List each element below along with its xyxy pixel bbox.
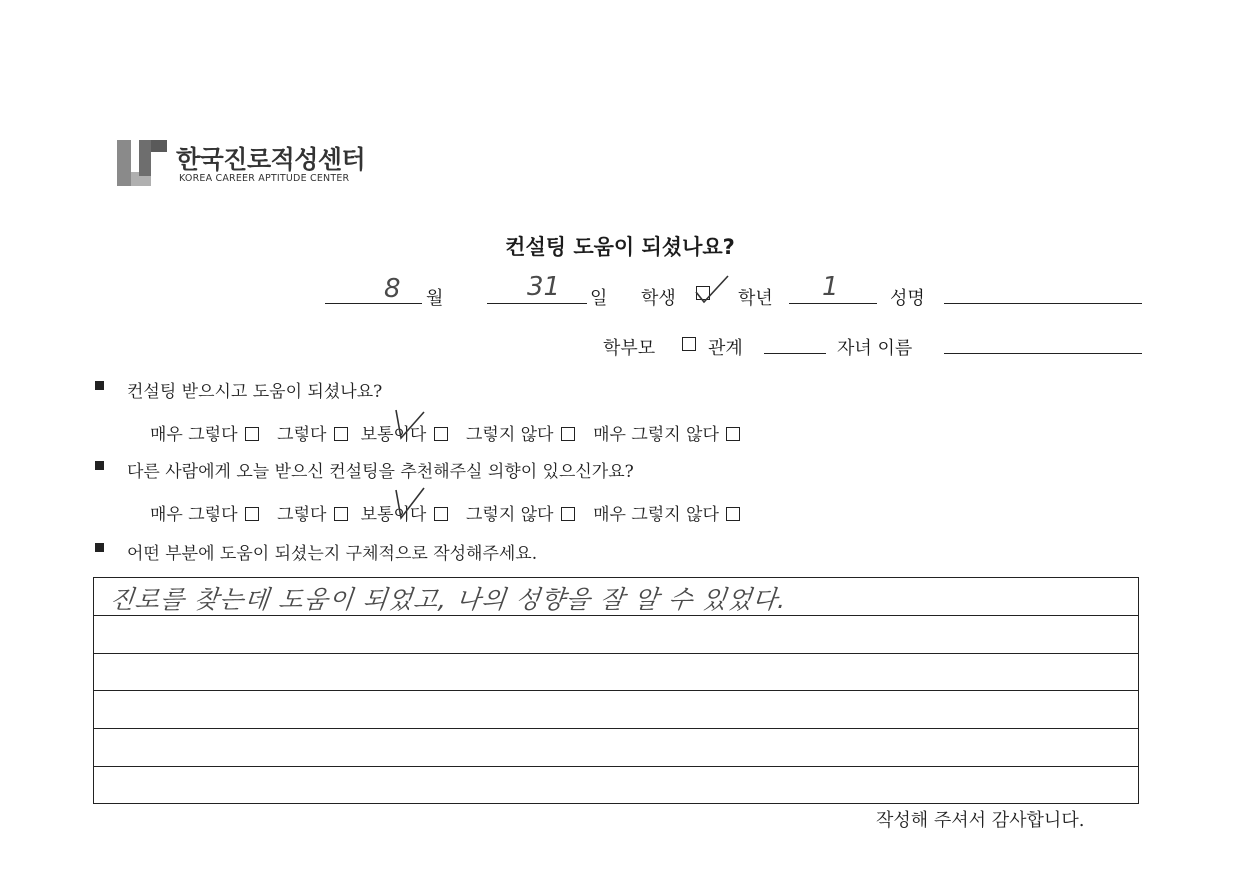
answer-row-line bbox=[94, 728, 1138, 729]
child-name-line[interactable] bbox=[944, 353, 1142, 354]
q2-option-2: 그렇다 bbox=[277, 505, 327, 525]
name-label: 성명 bbox=[890, 288, 925, 309]
center-logo-mark bbox=[117, 140, 167, 186]
handwritten-answer: 진로를 찾는데 도움이 되었고, 나의 성향을 잘 알 수 있었다. bbox=[108, 585, 789, 614]
checkmark-icon bbox=[392, 486, 428, 522]
q1-checkbox-3[interactable] bbox=[434, 427, 448, 441]
q1-checkbox-5[interactable] bbox=[726, 427, 740, 441]
q1-checkbox-2[interactable] bbox=[334, 427, 348, 441]
q1-option-3: 보통이다 bbox=[360, 425, 427, 445]
parent-label: 학부모 bbox=[603, 338, 656, 359]
q2-checkbox-5[interactable] bbox=[726, 507, 740, 521]
q2-option-5: 매우 그렇지 않다 bbox=[593, 505, 719, 525]
parent-checkbox[interactable] bbox=[682, 337, 696, 351]
q2-option-1: 매우 그렇다 bbox=[150, 505, 238, 525]
q1-option-2: 그렇다 bbox=[277, 425, 327, 445]
day-label: 일 bbox=[590, 288, 608, 309]
q1-option-4: 그렇지 않다 bbox=[465, 425, 554, 445]
q2-checkbox-4[interactable] bbox=[561, 507, 575, 521]
q2-option-4: 그렇지 않다 bbox=[465, 505, 554, 525]
day-value[interactable]: 31 bbox=[527, 272, 561, 302]
answer-row-line bbox=[94, 690, 1138, 691]
answer-row-line bbox=[94, 653, 1138, 654]
footer-thanks: 작성해 주셔서 감사합니다. bbox=[876, 810, 1085, 831]
question-2-options bbox=[150, 500, 742, 525]
q1-checkbox-4[interactable] bbox=[561, 427, 575, 441]
question-1-text: 컨설팅 받으시고 도움이 되셨나요? bbox=[127, 382, 383, 402]
question-1-options bbox=[150, 420, 742, 445]
logo-name-english: KOREA CAREER APTITUDE CENTER bbox=[179, 173, 350, 184]
q2-checkbox-3[interactable] bbox=[434, 507, 448, 521]
relation-line[interactable] bbox=[764, 353, 826, 354]
logo-name-korean: 한국진로적성센터 bbox=[176, 145, 366, 174]
question-3-text: 어떤 부분에 도움이 되셨는지 구체적으로 작성해주세요. bbox=[127, 544, 538, 564]
student-label: 학생 bbox=[641, 288, 676, 309]
bullet-icon bbox=[95, 543, 104, 552]
month-label: 월 bbox=[426, 288, 444, 309]
q1-option-5: 매우 그렇지 않다 bbox=[593, 425, 719, 445]
form-title: 컨설팅 도움이 되셨나요? bbox=[505, 235, 735, 259]
q1-option-1: 매우 그렇다 bbox=[150, 425, 238, 445]
day-line bbox=[487, 303, 587, 304]
question-2-text: 다른 사람에게 오늘 받으신 컨설팅을 추천해주실 의향이 있으신가요? bbox=[127, 462, 634, 482]
name-line[interactable] bbox=[944, 303, 1142, 304]
bullet-icon bbox=[95, 381, 104, 390]
grade-label: 학년 bbox=[738, 288, 773, 309]
grade-line bbox=[789, 303, 877, 304]
q1-checkbox-1[interactable] bbox=[245, 427, 259, 441]
relation-label: 관계 bbox=[708, 338, 743, 359]
month-line bbox=[325, 303, 422, 304]
q2-checkbox-2[interactable] bbox=[334, 507, 348, 521]
answer-row-line bbox=[94, 766, 1138, 767]
child-name-label: 자녀 이름 bbox=[837, 338, 913, 359]
checkmark-icon bbox=[692, 272, 732, 306]
q2-option-3: 보통이다 bbox=[360, 505, 427, 525]
q2-checkbox-1[interactable] bbox=[245, 507, 259, 521]
month-value[interactable]: 8 bbox=[384, 274, 401, 304]
checkmark-icon bbox=[392, 408, 428, 442]
grade-value[interactable]: 1 bbox=[822, 272, 839, 302]
bullet-icon bbox=[95, 461, 104, 470]
